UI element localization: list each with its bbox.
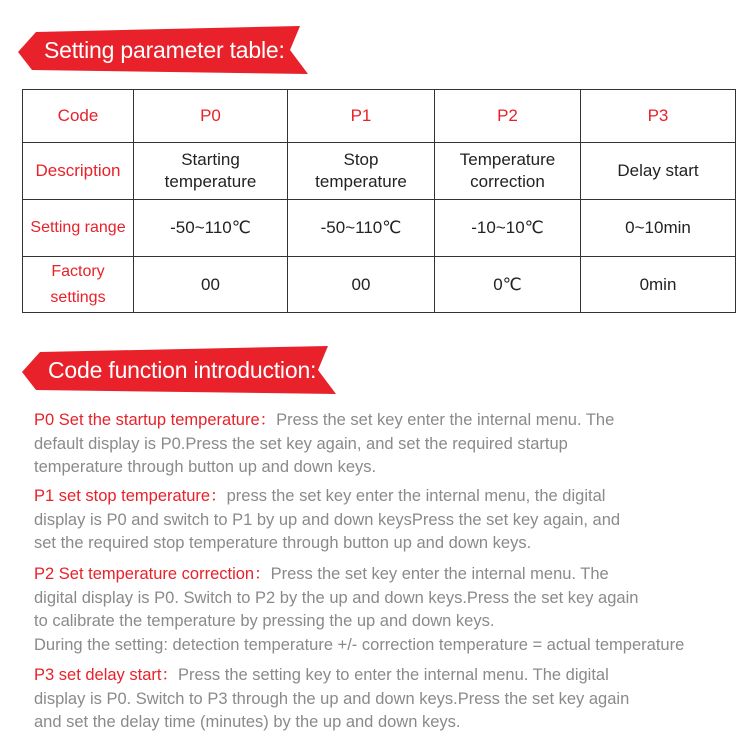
table-row-description: [23, 143, 736, 200]
table-row-factory: [23, 257, 736, 313]
function-p2: P2 Set temperature correction：Press the set key enter the internal menu. The digital display is P0. Switch to P2 by the up and down keys.Press the set key again to calibrate the temperature by pressing the up and down keys. During the setting: detection temperature +/- correction temperature = actual temperature: [34, 565, 685, 654]
function-title: P0 Set the startup temperature：: [34, 411, 277, 429]
code-cell: P3: [581, 90, 736, 143]
banner-title: Setting parameter table:: [44, 37, 285, 63]
range-cell: -50~110℃: [288, 200, 435, 257]
description-cell: Stop temperature: [288, 143, 435, 200]
function-title: P3 set delay start：: [34, 666, 178, 684]
section-banner-functions: [22, 344, 338, 396]
banner-title: Code function introduction:: [48, 357, 317, 383]
range-cell: 0~10min: [581, 200, 736, 257]
row-header-setting-range: Setting range: [23, 200, 134, 257]
parameter-table: [22, 89, 736, 313]
factory-cell: 00: [134, 257, 288, 313]
factory-cell: 0min: [581, 257, 736, 313]
description-cell: Temperature correction: [435, 143, 581, 200]
section-banner-parameters: [18, 24, 310, 76]
function-p1: P1 set stop temperature：press the set key enter the internal menu, the digital display is P0 and switch to P1 by up and down keysPress the set key again, and set the required stop temperature through button up and down keys.: [34, 487, 621, 552]
function-p0: P0 Set the startup temperature：Press the set key enter the internal menu. The default display is P0.Press the set key again, and set the required startup temperature through button up and down keys.: [34, 411, 615, 476]
row-header-code: Code: [23, 90, 134, 143]
factory-cell: 00: [288, 257, 435, 313]
function-title: P1 set stop temperature：: [34, 487, 227, 505]
function-title: P2 Set temperature correction：: [34, 565, 271, 583]
table-row-code: [23, 90, 736, 143]
description-cell: Delay start: [581, 143, 736, 200]
code-cell: P0: [134, 90, 288, 143]
function-p3: P3 set delay start：Press the setting key to enter the internal menu. The digital display is P0. Switch to P3 through the up and down keys.Press the set key again and set the delay time (minutes) by the up and down keys.: [34, 666, 630, 731]
table-row-range: [23, 200, 736, 257]
description-cell: Starting temperature: [134, 143, 288, 200]
factory-cell: 0℃: [435, 257, 581, 313]
code-cell: P1: [288, 90, 435, 143]
row-header-description: Description: [23, 143, 134, 200]
range-cell: -10~10℃: [435, 200, 581, 257]
code-cell: P2: [435, 90, 581, 143]
range-cell: -50~110℃: [134, 200, 288, 257]
row-header-factory-settings: Factory settings: [23, 257, 134, 313]
